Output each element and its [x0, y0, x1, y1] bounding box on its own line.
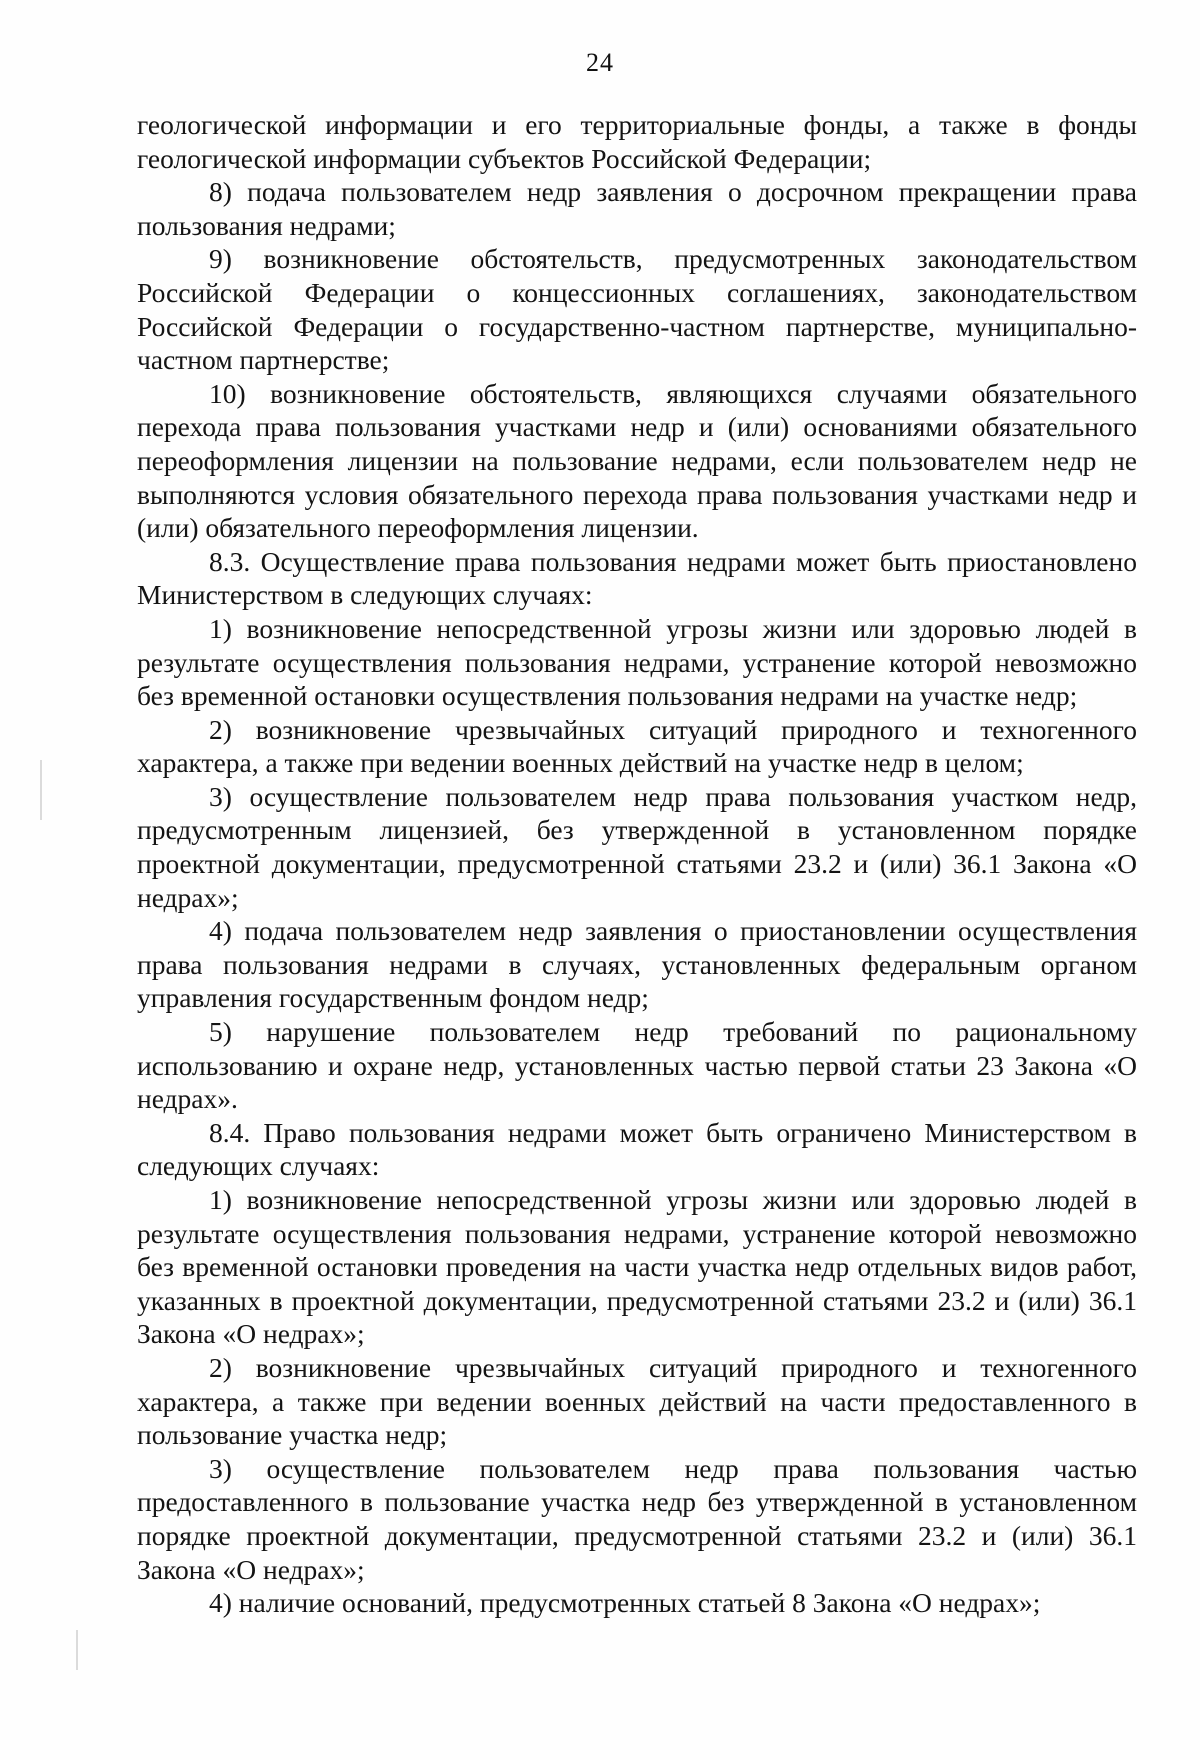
- scan-artifact-mark: [40, 760, 42, 820]
- paragraph-continuation: геологической информации и его территориальные фонды, а также в фонды геологической информации субъектов Российской Федерации;: [137, 109, 1137, 174]
- section-8-3-item-5: 5) нарушение пользователем недр требований по рациональному использованию и охране недр, установленных частью первой статьи 23 Закона «О недрах».: [137, 1016, 1137, 1115]
- section-8-3-item-4: 4) подача пользователем недр заявления о приостановлении осуществления права пользования недрами в случаях, установленных федеральным органом управления государственным фондом недр;: [137, 915, 1137, 1014]
- scan-artifact-mark: [76, 1630, 78, 1670]
- section-8-4-item-2: 2) возникновение чрезвычайных ситуаций природного и техногенного характера, а также при ведении военных действий на части предоставленного в пользование участка недр;: [137, 1351, 1137, 1451]
- page-number: 24: [586, 48, 614, 77]
- section-8-4: 8.4. Право пользования недрами может быть ограничено Министерством в следующих случаях:: [137, 1116, 1137, 1182]
- section-8-3-item-1: 1) возникновение непосредственной угрозы жизни или здоровью людей в результате осуществления пользования недрами, устранение которой невозможно без временной остановки осуществления пользования недрами на участке недр;: [137, 612, 1137, 712]
- section-8-3-item-3: 3) осуществление пользователем недр права пользования участком недр, предусмотренным лицензией, без утвержденной в установленном порядке проектной документации, предусмотренной статьями 23.2 и (или) 36.1 Закона «О недрах»;: [137, 780, 1137, 913]
- section-8-4-item-3: 3) осуществление пользователем недр права пользования частью предоставленного в пользование участка недр без утвержденной в установленном порядке проектной документации, предусмотренной статьями 23.2 и (или) 36.1 Закона «О недрах»;: [137, 1452, 1137, 1585]
- section-8-3: 8.3. Осуществление права пользования недрами может быть приостановлено Министерством в следующих случаях:: [137, 545, 1137, 611]
- section-8-4-item-4: 4) наличие оснований, предусмотренных статьей 8 Закона «О недрах»;: [209, 1587, 1041, 1619]
- document-body: [137, 108, 1137, 1620]
- section-8-4-item-1: 1) возникновение непосредственной угрозы жизни или здоровью людей в результате осуществления пользования недрами, устранение которой невозможно без временной остановки проведения на части участка недр отдельных видов работ, указанных в проектной документации, предусмотренной статьями 23.2 и (или) 36.1 Закона «О недрах»;: [137, 1184, 1137, 1350]
- section-8-3-item-2: 2) возникновение чрезвычайных ситуаций природного и техногенного характера, а также при ведении военных действий на участке недр в целом;: [137, 713, 1137, 779]
- list-item-9: 9) возникновение обстоятельств, предусмотренных законодательством Российской Федерации о концессионных соглашениях, законодательством Российской Федерации о государственно-частном партнерстве, муниципально-частном партнерстве;: [137, 243, 1137, 376]
- list-item-8: 8) подача пользователем недр заявления о досрочном прекращении права пользования недрами;: [137, 176, 1137, 241]
- list-item-10: 10) возникновение обстоятельств, являющихся случаями обязательного перехода права пользования участками недр и (или) основаниями обязательного переоформления лицензии на пользование недрами, если пользователем недр не выполняются условия обязательного перехода права пользования участками недр и (или) обязательного переоформления лицензии.: [137, 377, 1137, 544]
